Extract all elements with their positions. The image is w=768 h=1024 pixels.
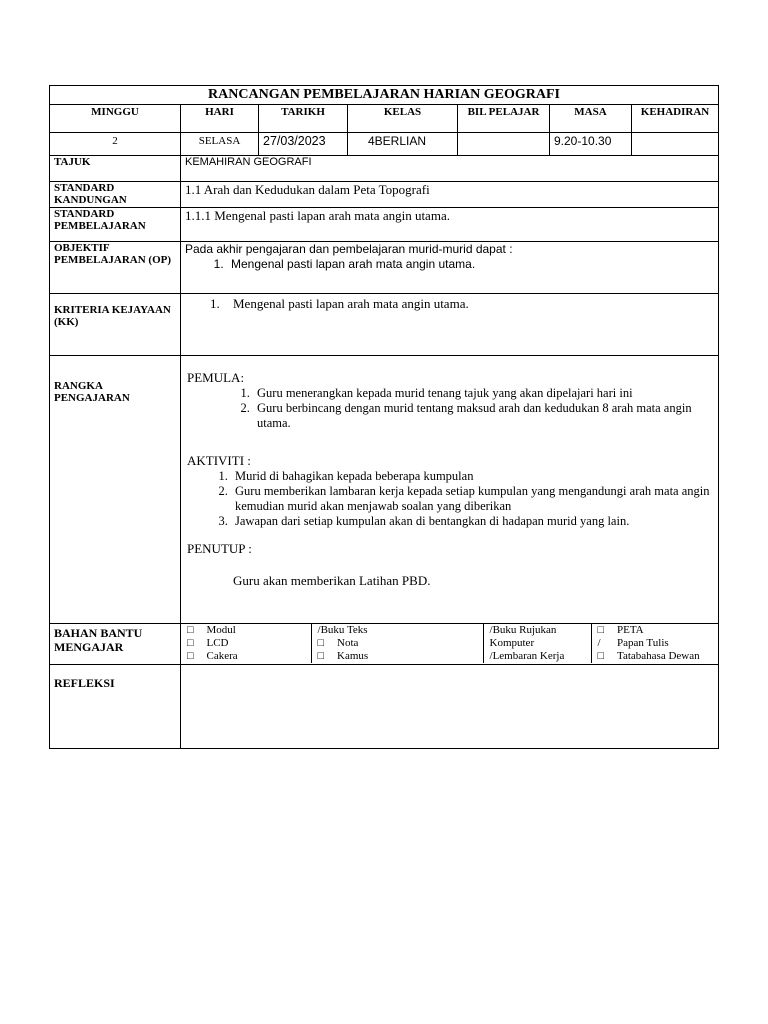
standard-pembelajaran-value: 1.1.1 Mengenal pasti lapan arah mata angin utama.	[181, 208, 719, 242]
header-kehadiran: KEHADIRAN	[632, 105, 719, 133]
bahan-col-4	[591, 624, 719, 663]
bahan-row	[50, 624, 719, 665]
value-kehadiran	[632, 133, 719, 156]
kriteria-row	[50, 294, 719, 356]
kriteria-item: 1. Mengenal pasti lapan arah mata angin utama.	[223, 296, 714, 311]
pemula-heading: PEMULA:	[187, 370, 245, 385]
bahan-item-buku-teks: /Buku Teks	[317, 624, 368, 636]
bahan-col-1	[181, 624, 311, 663]
pemula-item: 1. Guru menerangkan kepada murid tenang tajuk yang akan dipelajari hari ini	[253, 386, 714, 401]
aktiviti-item: 3. Jawapan dari setiap kumpulan akan di bentangkan di hadapan murid yang lain.	[231, 514, 714, 529]
objektif-content	[181, 242, 719, 294]
refleksi-label: REFLEKSI	[50, 665, 181, 749]
aktiviti-heading: AKTIVITI :	[187, 453, 251, 468]
bahan-item-peta: □ PETA	[597, 624, 644, 636]
bahan-col-2	[311, 624, 483, 663]
header-kelas: KELAS	[348, 105, 458, 133]
lesson-plan-table	[49, 85, 719, 749]
value-hari: SELASA	[181, 133, 259, 156]
pemula-item: 2. Guru berbincang dengan murid tentang maksud arah dan kedudukan 8 arah mata angin utama.	[253, 401, 714, 431]
refleksi-row	[50, 665, 719, 749]
tajuk-row	[50, 156, 719, 182]
objektif-intro: Pada akhir pengajaran dan pembelajaran murid-murid dapat :	[185, 242, 513, 256]
header-tarikh: TARIKH	[259, 105, 348, 133]
checkbox-empty-icon: □	[187, 650, 194, 662]
checkbox-empty-icon: □	[597, 650, 605, 662]
rangka-content	[181, 356, 719, 624]
checked-mark-icon: /	[489, 624, 493, 636]
checked-mark-icon: /	[317, 624, 321, 636]
kriteria-content	[181, 294, 719, 356]
standard-kandungan-row	[50, 182, 719, 208]
bahan-label: BAHAN BANTU MENGAJAR	[50, 624, 181, 665]
objektif-item: 1. Mengenal pasti lapan arah mata angin utama.	[227, 257, 714, 272]
header-bil-pelajar: BIL PELAJAR	[458, 105, 550, 133]
header-minggu: MINGGU	[50, 105, 181, 133]
checkbox-empty-icon: □	[317, 637, 325, 649]
objektif-row	[50, 242, 719, 294]
bahan-item-nota: □ Nota	[317, 637, 359, 649]
aktiviti-item: 1. Murid di bahagikan kepada beberapa kumpulan	[231, 469, 714, 484]
checked-mark-icon: /	[597, 637, 601, 649]
bahan-item-papan-tulis: / Papan Tulis	[597, 637, 669, 649]
tajuk-value: KEMAHIRAN GEOGRAFI	[181, 156, 719, 182]
standard-pembelajaran-label: STANDARD PEMBELAJARAN	[50, 208, 181, 242]
checked-mark-icon: /	[489, 650, 493, 662]
values-row	[50, 133, 719, 156]
bahan-content	[181, 624, 719, 665]
value-masa: 9.20-10.30	[550, 133, 632, 156]
value-tarikh: 27/03/2023	[259, 133, 348, 156]
penutup-heading: PENUTUP :	[187, 541, 252, 556]
standard-kandungan-value: 1.1 Arah dan Kedudukan dalam Peta Topografi	[181, 182, 719, 208]
bahan-item-komputer: Komputer	[489, 637, 535, 649]
bahan-item-buku-rujukan: /Buku Rujukan	[489, 624, 557, 636]
header-hari: HARI	[181, 105, 259, 133]
checkbox-empty-icon: □	[317, 650, 325, 662]
penutup-text: Guru akan memberikan Latihan PBD.	[233, 573, 431, 588]
bahan-col-3	[483, 624, 591, 663]
document-title: RANCANGAN PEMBELAJARAN HARIAN GEOGRAFI	[50, 86, 719, 105]
checkbox-empty-icon: □	[187, 624, 194, 636]
bahan-item-modul: □ Modul	[187, 624, 236, 636]
value-minggu: 2	[50, 133, 181, 156]
bahan-item-tatabahasa: □ Tatabahasa Dewan	[597, 650, 700, 662]
bahan-grid	[181, 624, 719, 663]
bahan-item-lembaran-kerja: /Lembaran Kerja	[489, 650, 565, 662]
header-row	[50, 105, 719, 133]
objektif-label: OBJEKTIF PEMBELAJARAN (OP)	[50, 242, 181, 294]
checkbox-empty-icon: □	[597, 624, 605, 636]
rangka-row	[50, 356, 719, 624]
kriteria-label: KRITERIA KEJAYAAN (KK)	[50, 294, 181, 356]
standard-kandungan-label: STANDARD KANDUNGAN	[50, 182, 181, 208]
bahan-item-lcd: □ LCD	[187, 637, 229, 649]
value-bil-pelajar	[458, 133, 550, 156]
bahan-item-cakera: □ Cakera	[187, 650, 238, 662]
standard-pembelajaran-row	[50, 208, 719, 242]
header-masa: MASA	[550, 105, 632, 133]
bahan-item-kamus: □ Kamus	[317, 650, 369, 662]
rangka-label: RANGKA PENGAJARAN	[50, 356, 181, 624]
tajuk-label: TAJUK	[50, 156, 181, 182]
refleksi-value	[181, 665, 719, 749]
aktiviti-item: 2. Guru memberikan lambaran kerja kepada setiap kumpulan yang mengandungi arah mata angin kemudian murid akan menjawab soalan yang diberikan	[231, 484, 714, 514]
checkbox-empty-icon: □	[187, 637, 194, 649]
value-kelas: 4BERLIAN	[348, 133, 458, 156]
